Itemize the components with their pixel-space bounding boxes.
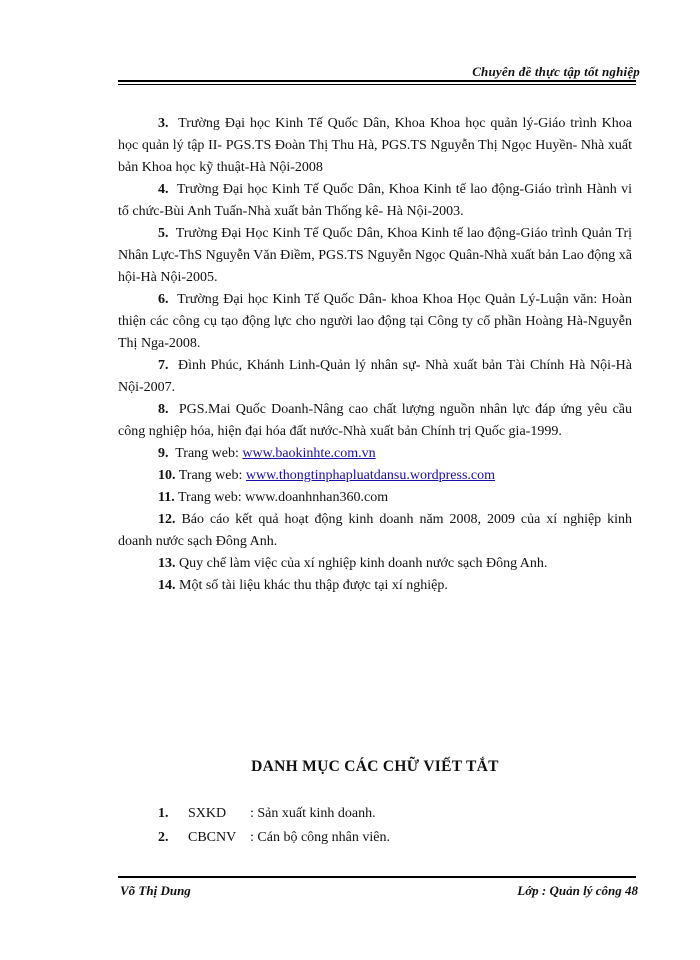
- reference-item: 7. Đình Phúc, Khánh Linh-Quản lý nhân sự- Nhà xuất bản Tài Chính Hà Nội-Hà Nội-2007.: [118, 358, 633, 395]
- header-title: Chuyên đề thực tập tốt nghiệp: [472, 64, 640, 79]
- abbreviations-title: DANH MỤC CÁC CHỮ VIẾT TẮT: [251, 758, 499, 775]
- header-rule-thin: [118, 84, 636, 85]
- header-rule: [118, 80, 636, 82]
- reference-item: 11. Trang web: www.doanhnhan360.com: [158, 490, 389, 505]
- footer-class: Lớp : Quản lý công 48: [517, 883, 638, 898]
- reference-item: 8. PGS.Mai Quốc Doanh-Nâng cao chất lượng nguồn nhân lực đáp ứng yêu cầu công nghiệp hóa, hiện đại hóa đất nước-Nhà xuất bản Chính trị Quốc gia-1999.: [118, 402, 633, 439]
- reference-item: 14. Một số tài liệu khác thu thập được tại xí nghiệp.: [158, 578, 448, 593]
- abbreviation-item: 2. CBCNV : Cán bộ công nhân viên.: [158, 830, 390, 845]
- abbreviations-list: [158, 802, 390, 850]
- reference-item: 9. Trang web: www.baokinhte.com.vn: [158, 446, 376, 461]
- reference-item: 13. Quy chế làm việc của xí nghiệp kinh doanh nước sạch Đông Anh.: [158, 556, 548, 571]
- reference-item: 6. Trường Đại học Kinh Tế Quốc Dân- khoa Khoa Học Quản Lý-Luận văn: Hoàn thiện các công cụ tạo động lực cho người lao động tại Công ty cổ phần Hoàng Hà-Nguyễn Thị Nga-2008.: [118, 292, 632, 351]
- abbreviation-item: 1. SXKD : Sản xuất kinh doanh.: [158, 806, 376, 821]
- reference-link[interactable]: www.thongtinphapluatdansu.wordpress.com: [245, 468, 496, 483]
- reference-link[interactable]: www.baokinhte.com.vn: [242, 446, 376, 461]
- reference-item: 3. Trường Đại học Kinh Tế Quốc Dân, Khoa Khoa học quản lý-Giáo trình Khoa học quản lý tập II- PGS.TS Đoàn Thị Thu Hà, PGS.TS Nguyễn Thị Ngọc Huyền- Nhà xuất bản Khoa học kỹ thuật-Hà Nội-2008: [118, 116, 632, 175]
- reference-item: 12. Báo cáo kết quả hoạt động kinh doanh năm 2008, 2009 của xí nghiệp kinh doanh nước sạch Đông Anh.: [118, 512, 633, 549]
- reference-item: 4. Trường Đại học Kinh Tế Quốc Dân, Khoa Kinh tế lao động-Giáo trình Hành vi tổ chức-Bùi Anh Tuấn-Nhà xuất bản Thống kê- Hà Nội-2003.: [118, 182, 632, 219]
- footer-author: Võ Thị Dung: [120, 883, 191, 898]
- footer-rule: [118, 876, 636, 878]
- reference-item: 10. Trang web: www.thongtinphapluatdansu.wordpress.com: [158, 468, 496, 483]
- reference-item: 5. Trường Đại Học Kinh Tế Quốc Dân, Khoa Kinh tế lao động-Giáo trình Quản Trị Nhân Lực-ThS Nguyễn Văn Điềm, PGS.TS Nguyễn Ngọc Quân-Nhà xuất bản Lao động xã hội-Hà Nội-2005.: [118, 226, 632, 285]
- references-list: [118, 113, 632, 597]
